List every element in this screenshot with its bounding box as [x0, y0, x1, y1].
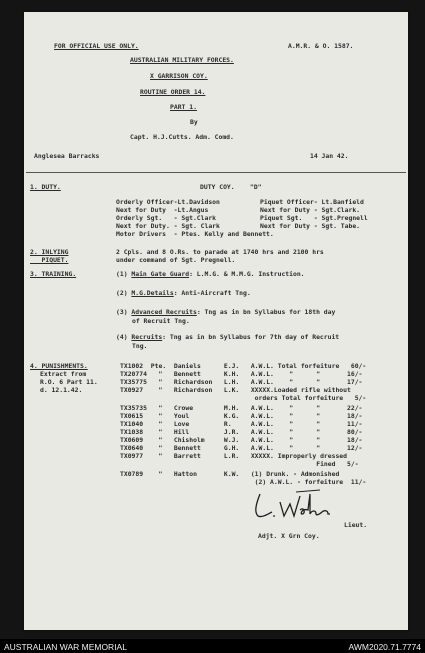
training-item: (2) M.G.Details: Anti-Aircraft Tng.: [116, 289, 251, 297]
training-item: (4) Recruits: Tng as in bn Syllabus for 7th day of Recruit: [116, 333, 340, 341]
training-item-cont: Tng.: [132, 342, 148, 350]
punishment-row: TX1038 " Hill J.R. A.W.L. " " 80/-: [120, 428, 363, 436]
signature-rank: Lieut.: [344, 521, 368, 529]
punishment-row: TX1040 " Love R. A.W.L. " " 11/-: [120, 420, 363, 428]
duty-left-line: Orderly Sgt. - Sgt.Clark: [116, 214, 217, 222]
inlying-heading: 2. INLYING: [30, 248, 69, 256]
training-item: (1) Main Gate Guard: L.M.G. & M.M.G. Instruction.: [116, 270, 305, 278]
duty-heading: 1. DUTY.: [30, 183, 61, 191]
training-item: (3) Advanced Recruits: Tng as in bn Syllabus for 18th day: [116, 308, 336, 316]
punishment-row: TX35775 " Richardson L.H. A.W.L. " " 17/-: [120, 378, 363, 386]
extract-line: Extract from: [40, 370, 87, 378]
inlying-heading-2: PIQUET.: [30, 256, 69, 264]
punishment-row: Fined 5/-: [120, 460, 359, 468]
duty-right-line: Next for Duty - Sgt. Tabe.: [260, 222, 361, 230]
location-label: Anglesea Barracks: [34, 152, 100, 160]
by-label: By: [190, 118, 198, 126]
duty-left-line: Next for Duty -Lt.Angus: [116, 206, 209, 214]
duty-right-line: Piquet Sgt. - Sgt.Pregnell: [260, 214, 368, 222]
punishment-row: TX1002 Pte. Daniels E.J. A.W.L. Total forfeiture 60/-: [120, 362, 367, 370]
signature-title: Adjt. X Grn Coy.: [258, 532, 320, 540]
duty-left-line: Motor Drivers - Ptes. Kelly and Bennett.: [116, 230, 274, 238]
footer-reference: AWM2020.71.7774: [348, 642, 421, 652]
date-label: 14 Jan 42.: [310, 152, 349, 160]
unit-title: X GARRISON COY.: [150, 72, 208, 80]
punishment-row: TX0609 " Chisholm W.J. A.W.L. " " 18/-: [120, 436, 363, 444]
commander-line: Capt. H.J.Cutts. Adm. Comd.: [130, 133, 234, 141]
punishment-row: (2) A.W.L. - forfeiture 11/-: [120, 478, 367, 486]
training-heading: 3. TRAINING.: [30, 270, 77, 278]
punishment-row: TX0789 " Hatton K.W. (1) Drunk. - Admonished: [120, 470, 340, 478]
punishments-heading: 4. PUNISHMENTS.: [30, 362, 88, 370]
official-use-label: FOR OFFICIAL USE ONLY.: [54, 42, 139, 50]
document-page: [24, 12, 408, 630]
punishment-row: TX20774 " Bennett K.H. A.W.L. " " 16/-: [120, 370, 363, 378]
punishment-row: orders Total forfeiture 5/-: [120, 394, 367, 402]
punishment-row: TX0615 " Youl K.G. A.W.L. " " 18/-: [120, 412, 363, 420]
training-item-cont: of Recruit Tng.: [132, 317, 190, 325]
order-title: ROUTINE ORDER 14.: [140, 88, 206, 96]
duty-left-line: Orderly Officer-Lt.Davidson: [116, 198, 220, 206]
forces-title: AUSTRALIAN MILITARY FORCES.: [130, 56, 234, 64]
inlying-line: under command of Sgt. Pregnell.: [116, 256, 236, 264]
extract-line: d. 12.1.42.: [40, 386, 83, 394]
footer-source: AUSTRALIAN WAR MEMORIAL: [4, 642, 127, 652]
punishment-row: TX0927 " Richardson L.K. XXXXX.Loaded rifle without: [120, 386, 351, 394]
part-title: PART 1.: [170, 103, 197, 111]
duty-coy: DUTY COY. "D": [200, 183, 262, 191]
duty-right-line: Next for Duty - Sgt.Clark.: [260, 206, 361, 214]
duty-right-line: Piquet Officer- Lt.Banfield: [260, 198, 364, 206]
punishment-row: TX0640 " Bennett G.H. A.W.L. " " 12/-: [120, 444, 363, 452]
extract-line: R.O. 6 Part 11.: [40, 378, 98, 386]
reference-number: A.M.R. & O. 1587.: [288, 42, 354, 50]
punishment-row: TX0977 " Barrett L.R. XXXXX. Improperly dressed: [120, 452, 348, 460]
separator-line: [26, 172, 406, 173]
duty-left-line: Next for Duty. - Sgt. Clark: [116, 222, 220, 230]
handwritten-signature: [250, 486, 340, 526]
punishment-row: TX35735 " Crowe M.H. A.W.L. " " 22/-: [120, 404, 363, 412]
archive-footer: [0, 639, 425, 653]
inlying-line: 2 Cpls. and 8 O.Rs. to parade at 1740 hrs and 2100 hrs: [116, 248, 324, 256]
